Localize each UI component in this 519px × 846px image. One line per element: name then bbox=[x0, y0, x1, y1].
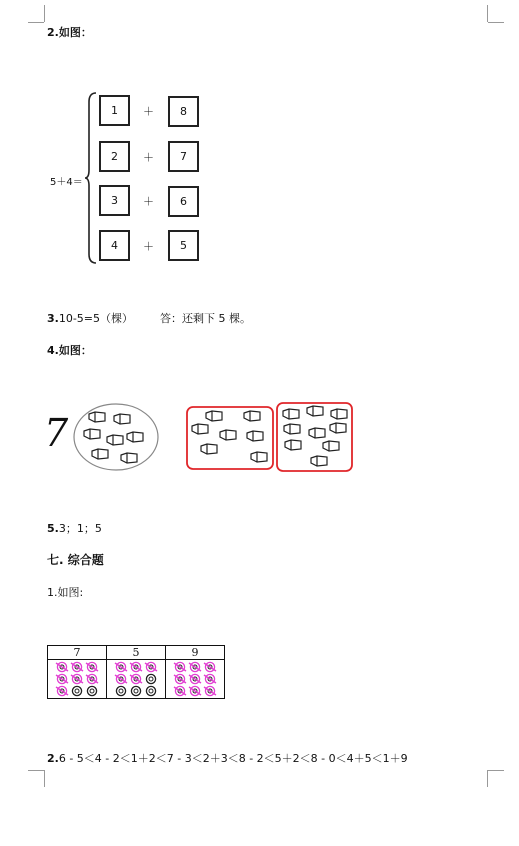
counter-crossed bbox=[174, 686, 186, 695]
plus-sign: ＋ bbox=[143, 195, 154, 208]
q3-equation: 10-5=5（棵） bbox=[58, 312, 134, 325]
counter-table bbox=[47, 645, 225, 699]
crop-mark-bottom-right bbox=[487, 770, 488, 787]
sharpener-icon bbox=[120, 452, 138, 464]
sharpener-icon bbox=[322, 440, 340, 452]
decomp-right-box: 7 bbox=[168, 141, 199, 172]
q3-line bbox=[47, 310, 133, 326]
sharpener-icon bbox=[330, 408, 348, 420]
sharpener-icon bbox=[306, 405, 324, 417]
counter-crossed bbox=[130, 674, 142, 683]
column-header: 5 bbox=[107, 646, 165, 660]
sharpener-icon bbox=[200, 443, 218, 455]
sharpener-icon bbox=[91, 448, 109, 460]
counter-crossed bbox=[71, 674, 83, 683]
sharpener-icon bbox=[282, 408, 300, 420]
column-header: 7 bbox=[48, 646, 106, 660]
counter-crossed bbox=[189, 662, 201, 671]
sharpener-icon bbox=[243, 410, 261, 422]
counter bbox=[131, 686, 140, 695]
counter-crossed bbox=[145, 662, 157, 671]
sharpener-icon bbox=[250, 451, 268, 463]
sharpener-icon bbox=[310, 455, 328, 467]
counter bbox=[146, 674, 155, 683]
counter-crossed bbox=[189, 674, 201, 683]
curly-brace bbox=[84, 92, 98, 264]
q2-title: 2.如图： bbox=[47, 26, 92, 39]
crop-mark-top-right bbox=[487, 5, 488, 22]
decomp-right-box: 8 bbox=[168, 96, 199, 127]
counter-crossed bbox=[86, 662, 98, 671]
counter-crossed bbox=[56, 686, 68, 695]
counter-dots bbox=[107, 660, 165, 698]
counter-crossed bbox=[115, 662, 127, 671]
counter-svg bbox=[48, 660, 106, 698]
q3-answer: 答：还剩下 5 棵。 bbox=[160, 312, 251, 325]
counter-crossed bbox=[189, 686, 201, 695]
q4-title: 4.如图： bbox=[47, 344, 92, 357]
sharpener-icon bbox=[219, 429, 237, 441]
sharpener-icon bbox=[113, 413, 131, 425]
sharpener-icon bbox=[205, 410, 223, 422]
counter-crossed bbox=[174, 662, 186, 671]
counter-crossed bbox=[71, 662, 83, 671]
q5-number: 5. bbox=[47, 522, 59, 535]
s7-q2-line bbox=[47, 750, 408, 766]
counter bbox=[146, 686, 155, 695]
decomp-right-box: 6 bbox=[168, 186, 199, 217]
plus-sign: ＋ bbox=[143, 151, 154, 164]
sharpener-icon bbox=[88, 411, 106, 423]
sharpener-icon bbox=[191, 423, 209, 435]
q5-line bbox=[47, 520, 102, 536]
plus-sign: ＋ bbox=[143, 240, 154, 253]
counter-crossed bbox=[204, 674, 216, 683]
decomp-label: 5＋4＝ bbox=[50, 177, 83, 188]
counter-crossed bbox=[204, 686, 216, 695]
s7-q1-title: 1.如图: bbox=[47, 586, 84, 599]
counter-crossed bbox=[204, 662, 216, 671]
sharpener-icon bbox=[106, 434, 124, 446]
sharpener-icon bbox=[308, 427, 326, 439]
q5-answers: 3；1；5 bbox=[58, 522, 102, 535]
plus-sign: ＋ bbox=[143, 105, 154, 118]
crop-mark-bottom-right bbox=[488, 770, 504, 771]
counter bbox=[116, 686, 125, 695]
crop-mark-bottom-left bbox=[28, 770, 44, 771]
counter bbox=[87, 686, 96, 695]
sharpener-icon bbox=[83, 428, 101, 440]
decomp-left-box: 4 bbox=[99, 230, 130, 261]
counter-crossed bbox=[86, 674, 98, 683]
q4-numeral: 7 bbox=[44, 411, 69, 455]
counter-column bbox=[48, 646, 107, 698]
sharpener-icon bbox=[126, 431, 144, 443]
counter-crossed bbox=[115, 674, 127, 683]
counter-crossed bbox=[130, 662, 142, 671]
crop-mark-bottom-left bbox=[44, 770, 45, 787]
counter-column bbox=[107, 646, 166, 698]
counter-dots bbox=[48, 660, 106, 698]
crop-mark-top-left bbox=[44, 5, 45, 22]
sharpener-icon bbox=[329, 422, 347, 434]
counter-crossed bbox=[56, 674, 68, 683]
counter bbox=[72, 686, 81, 695]
crop-mark-top-left bbox=[28, 22, 44, 23]
counter-dots bbox=[166, 660, 224, 698]
sharpener-icon bbox=[283, 423, 301, 435]
decomp-left-box: 1 bbox=[99, 95, 130, 126]
q3-number: 3. bbox=[47, 312, 59, 325]
sharpener-icon bbox=[284, 439, 302, 451]
decomp-right-box: 5 bbox=[168, 230, 199, 261]
s7-q2-number: 2. bbox=[47, 752, 59, 765]
counter-svg bbox=[107, 660, 165, 698]
counter-svg bbox=[166, 660, 224, 698]
crop-mark-top-right bbox=[488, 22, 504, 23]
counter-crossed bbox=[174, 674, 186, 683]
decomp-left-box: 2 bbox=[99, 141, 130, 172]
comparison-chain: 6 - 5＜4 - 2＜1＋2＜7 - 3＜2＋3＜8 - 2＜5＋2＜8 - 0＜4＋5＜1＋9 bbox=[58, 752, 408, 765]
counter-column bbox=[166, 646, 224, 698]
counter-crossed bbox=[56, 662, 68, 671]
decomp-left-box: 3 bbox=[99, 185, 130, 216]
column-header: 9 bbox=[166, 646, 224, 660]
section-heading: 七. 综合题 bbox=[47, 553, 104, 567]
sharpener-icon bbox=[246, 430, 264, 442]
